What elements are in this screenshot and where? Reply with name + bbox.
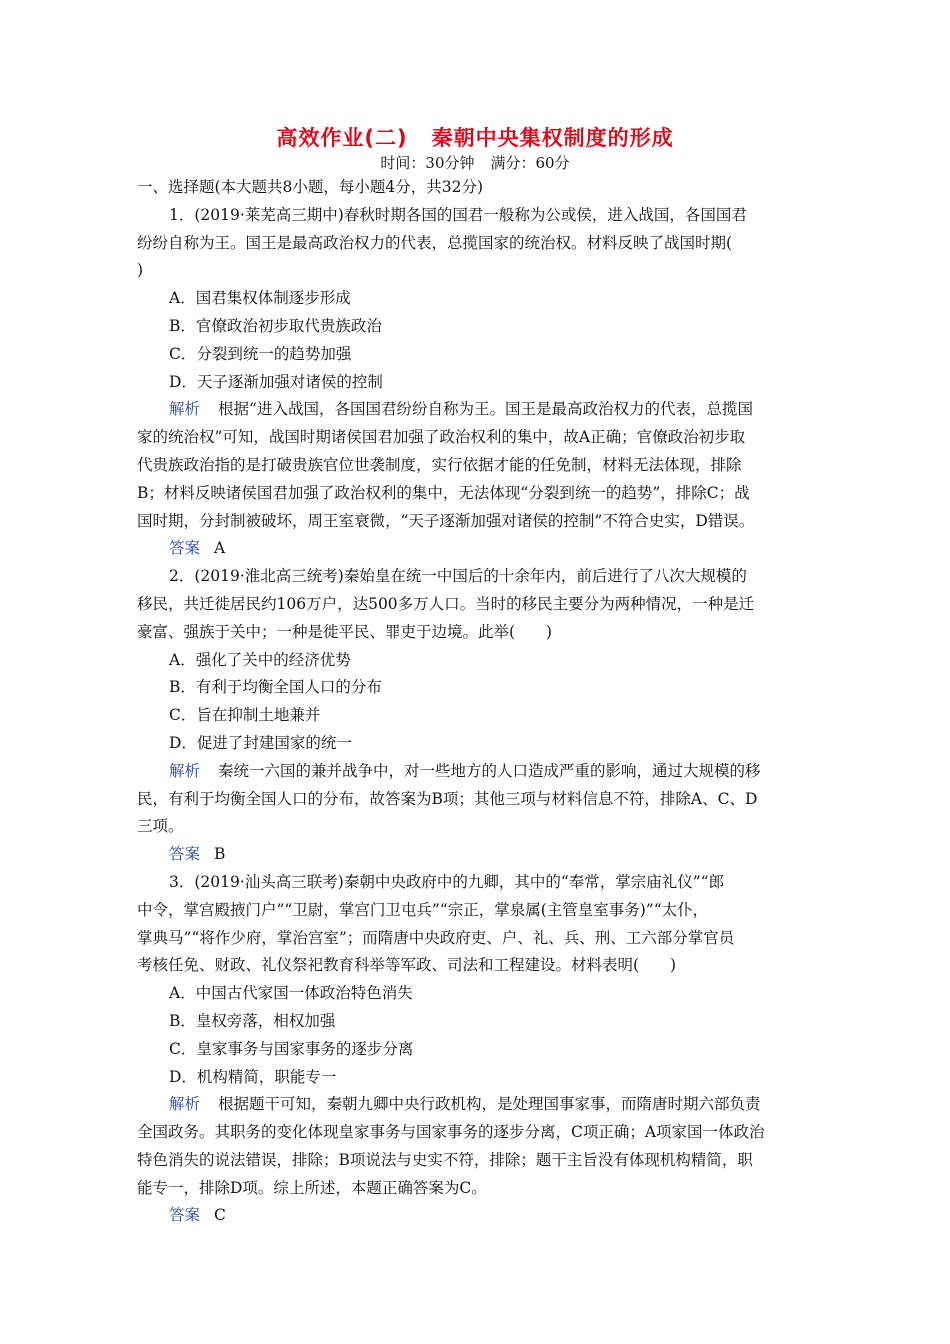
answer-value: C <box>214 1206 226 1225</box>
analysis-line: 全国政务。其职务的变化体现皇家事务与国家事务的逐步分离，C项正确；A项家国一体政治 <box>137 1123 765 1142</box>
analysis-line: 国时期，分封制被破坏，周王室衰微，“天子逐渐加强对诸侯的控制”不符合史实，D错误。 <box>137 511 755 530</box>
option-d: D．促进了封建国家的统一 <box>169 733 352 752</box>
answer-value: A <box>214 539 226 558</box>
answer-line <box>137 1202 815 1230</box>
option-d: D．天子逐渐加强对诸侯的控制 <box>169 372 383 391</box>
question-3 <box>137 869 815 1230</box>
content-body <box>137 174 815 1230</box>
title-main: 高效作业(二) <box>276 126 408 150</box>
question-2 <box>137 563 815 869</box>
full-score: 满分：60分 <box>490 154 570 172</box>
analysis-line: 代贵族政治指的是打破贵族官位世袭制度，实行依据才能的任免制，材料无法体现，排除 <box>137 455 742 474</box>
question-stem-line: 豪富、强族于关中；一种是徙平民、罪吏于边境。此举( ) <box>137 622 553 641</box>
analysis-text: 秦统一六国的兼并战争中，对一些地方的人口造成严重的影响，通过大规模的移 <box>218 761 761 780</box>
question-stem-line: 中令，掌宫殿掖门户”“卫尉，掌宫门卫屯兵”“宗正，掌泉属(主管皇室事务)”“太仆， <box>137 900 709 919</box>
question-stem-line: 掌典马”“将作少府，掌治宫室”；而隋唐中央政府吏、户、礼、兵、刑、工六部分掌官员 <box>137 928 735 947</box>
analysis-line: 特色消失的说法错误，排除；B项说法与史实不符，排除；题干主旨没有体现机构精简，职 <box>137 1150 753 1169</box>
question-stem-line: 2．(2019·淮北高三统考)秦始皇在统一中国后的十余年内，前后进行了八次大规模的 <box>169 567 747 586</box>
option-c: C．旨在抑制土地兼并 <box>169 706 321 725</box>
option-a: A．强化了关中的经济优势 <box>169 650 351 669</box>
analysis-line <box>137 758 815 786</box>
question-1 <box>137 202 815 563</box>
question-stem-line: 考核任免、财政、礼仪祭祀教育科举等军政、司法和工程建设。材料表明( ) <box>137 956 677 975</box>
question-stem-line: 移民，共迁徙居民约106万户，达500多万人口。当时的移民主要分为两种情况，一种是迁 <box>137 594 755 613</box>
analysis-label: 解析 <box>169 400 201 419</box>
option-b: B．有利于均衡全国人口的分布 <box>169 678 382 697</box>
analysis-line: 能专一，排除D项。综上所述，本题正确答案为C。 <box>137 1178 487 1197</box>
analysis-line <box>137 396 815 424</box>
analysis-line <box>137 1091 815 1119</box>
title-topic: 秦朝中央集权制度的形成 <box>431 126 674 150</box>
answer-line <box>137 535 815 563</box>
answer-line <box>137 841 815 869</box>
option-a: A．国君集权体制逐步形成 <box>169 289 351 308</box>
question-stem-line: ) <box>137 261 144 280</box>
option-b: B．官僚政治初步取代贵族政治 <box>169 316 382 335</box>
section-heading: 一、选择题(本大题共8小题，每小题4分，共32分) <box>137 178 484 196</box>
answer-label: 答案 <box>169 1206 201 1225</box>
option-c: C．皇家事务与国家事务的逐步分离 <box>169 1039 414 1058</box>
option-c: C．分裂到统一的趋势加强 <box>169 344 352 363</box>
answer-value: B <box>214 845 226 864</box>
analysis-label: 解析 <box>169 761 201 780</box>
page-title <box>0 122 950 152</box>
analysis-text: 根据题干可知，秦朝九卿中央行政机构，是处理国事家事，而隋唐时期六部负责 <box>218 1095 761 1114</box>
analysis-line: 民，有利于均衡全国人口的分布，故答案为B项；其他三项与材料信息不符，排除A、C、D <box>137 789 758 808</box>
option-d: D．机构精简，职能专一 <box>169 1067 337 1086</box>
analysis-label: 解析 <box>169 1095 201 1114</box>
analysis-line: 家的统治权”可知，战国时期诸侯国君加强了政治权利的集中，故A正确；官僚政治初步取 <box>137 428 746 447</box>
question-stem-line: 纷纷自称为王。国王是最高政治权力的代表，总揽国家的统治权。材料反映了战国时期( <box>137 233 733 252</box>
answer-label: 答案 <box>169 539 201 558</box>
time-limit: 时间：30分钟 <box>380 154 475 172</box>
analysis-line: 三项。 <box>137 817 184 836</box>
question-stem-line: 3．(2019·汕头高三联考)秦朝中央政府中的九卿，其中的“奉常，掌宗庙礼仪”“郎 <box>169 872 725 891</box>
answer-label: 答案 <box>169 845 201 864</box>
analysis-line: B；材料反映诸侯国君加强了政治权利的集中，无法体现“分裂到统一的趋势”，排除C；战 <box>137 483 750 502</box>
time-score-line <box>0 152 950 173</box>
option-b: B．皇权旁落，相权加强 <box>169 1011 336 1030</box>
question-stem-line: 1．(2019·莱芜高三期中)春秋时期各国的国君一般称为公或侯，进入战国，各国国君 <box>169 205 747 224</box>
option-a: A．中国古代家国一体政治特色消失 <box>169 984 413 1003</box>
analysis-text: 根据“进入战国，各国国君纷纷自称为王。国王是最高政治权力的代表，总揽国 <box>218 400 753 419</box>
